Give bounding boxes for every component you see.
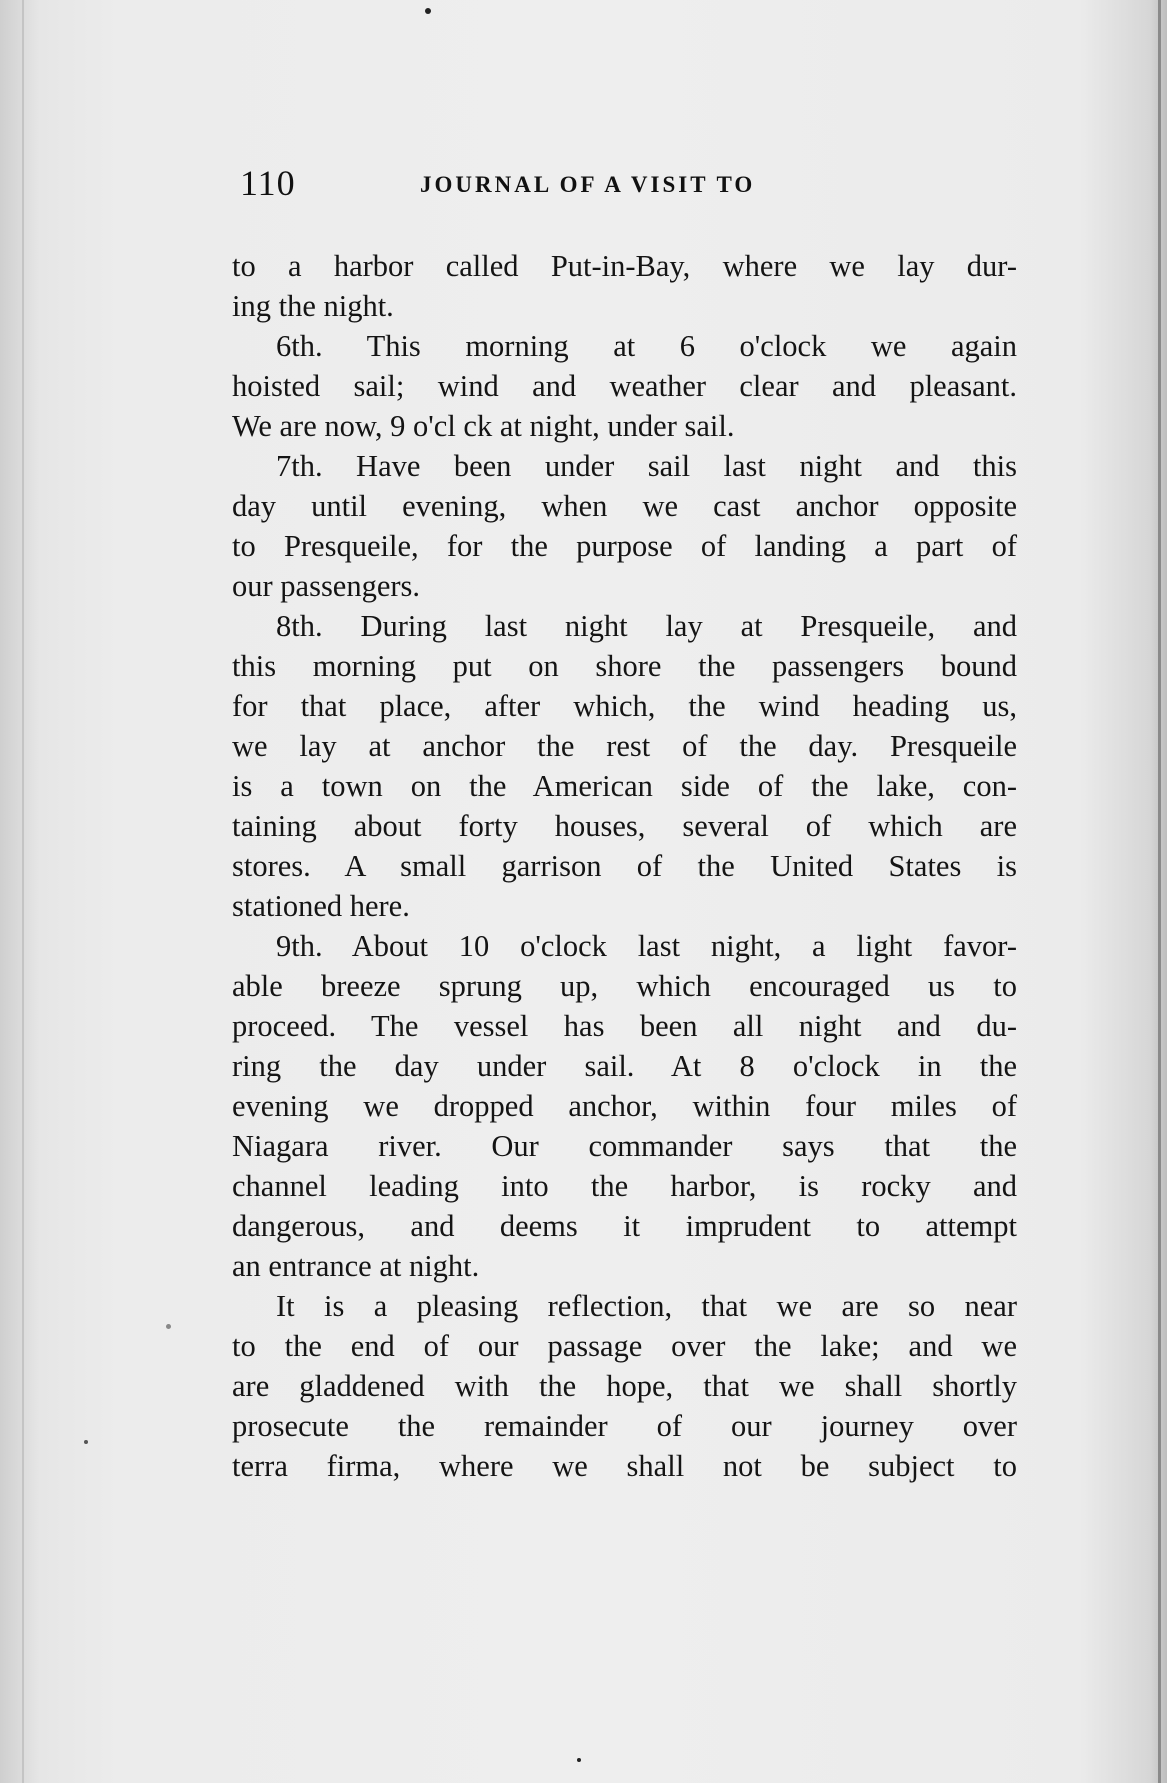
- text-line: channel leading into the harbor, is rocky and: [232, 1169, 1017, 1203]
- text-line: day until evening, when we cast anchor opposite: [232, 489, 1017, 523]
- text-line: dangerous, and deems it imprudent to attempt: [232, 1209, 1017, 1243]
- text-line: hoisted sail; wind and weather clear and pleasant.: [232, 369, 1017, 403]
- text-line: this morning put on shore the passengers bound: [232, 649, 1017, 683]
- text-line: ring the day under sail. At 8 o'clock in the: [232, 1049, 1017, 1083]
- ink-speck: [166, 1324, 171, 1329]
- body-text: [232, 246, 1017, 1486]
- text-line: 8th. During last night lay at Presqueile, and: [276, 609, 1017, 643]
- text-line: prosecute the remainder of our journey over: [232, 1409, 1017, 1443]
- text-line: to the end of our passage over the lake; and we: [232, 1329, 1017, 1363]
- text-line: we lay at anchor the rest of the day. Presqueile: [232, 729, 1017, 763]
- text-line: ing the night.: [232, 289, 394, 323]
- ink-speck: [84, 1440, 88, 1444]
- text-line: our passengers.: [232, 569, 421, 603]
- text-line: to a harbor called Put-in-Bay, where we lay dur-: [232, 249, 1017, 283]
- text-line: is a town on the American side of the lake, con-: [232, 769, 1017, 803]
- page-gutter-edge: [22, 0, 24, 1783]
- text-line: to Presqueile, for the purpose of landing a part of: [232, 529, 1017, 563]
- text-line: 7th. Have been under sail last night and this: [276, 449, 1017, 483]
- text-line: are gladdened with the hope, that we shall shortly: [232, 1369, 1017, 1403]
- page-number: 110: [240, 163, 296, 203]
- text-line: Niagara river. Our commander says that the: [232, 1129, 1017, 1163]
- text-line: proceed. The vessel has been all night and du-: [232, 1009, 1017, 1043]
- text-line: an entrance at night.: [232, 1249, 480, 1283]
- ink-speck: [425, 8, 431, 14]
- text-line: 6th. This morning at 6 o'clock we again: [276, 329, 1017, 363]
- text-line: We are now, 9 o'cl ck at night, under sail.: [232, 409, 735, 443]
- page-header: [240, 162, 1030, 212]
- running-title: JOURNAL OF A VISIT TO: [420, 172, 756, 197]
- page-right-edge: [1158, 0, 1161, 1783]
- text-line: stationed here.: [232, 889, 410, 923]
- text-line: for that place, after which, the wind heading us,: [232, 689, 1017, 723]
- text-line: terra firma, where we shall not be subject to: [232, 1449, 1017, 1483]
- ink-speck: [577, 1758, 581, 1762]
- text-line: taining about forty houses, several of which are: [232, 809, 1017, 843]
- text-line: able breeze sprung up, which encouraged us to: [232, 969, 1017, 1003]
- text-line: stores. A small garrison of the United States is: [232, 849, 1017, 883]
- text-line: evening we dropped anchor, within four miles of: [232, 1089, 1017, 1123]
- text-line: 9th. About 10 o'clock last night, a light favor-: [276, 929, 1017, 963]
- text-line: It is a pleasing reflection, that we are so near: [276, 1289, 1017, 1323]
